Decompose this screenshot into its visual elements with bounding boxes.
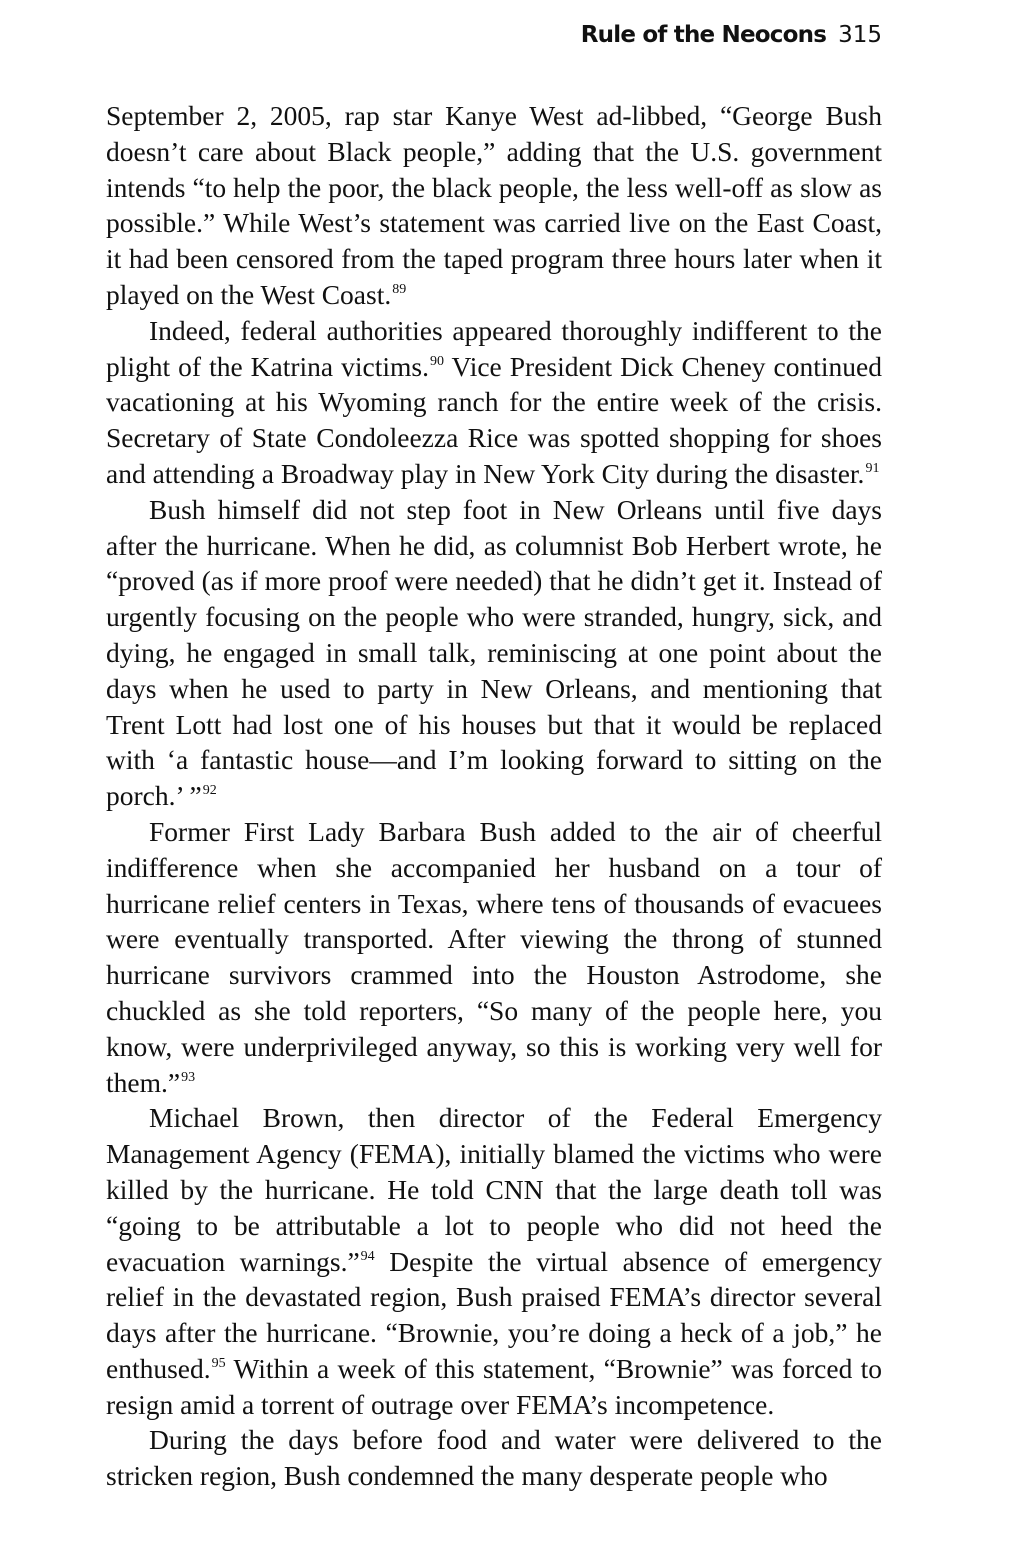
running-head-title: Rule of the Neocons bbox=[580, 22, 827, 48]
footnote-marker: 94 bbox=[360, 1248, 375, 1264]
footnote-marker: 92 bbox=[202, 783, 217, 799]
footnote-marker: 95 bbox=[211, 1355, 226, 1371]
paragraph-text: Former First Lady Barbara Bush added to the air of cheerful indifference when she accompanied her husband on a tour of hurricane relief centers in Texas, where tens of thousands of evacuees were eventually transported. After viewing the throng of stunned hurricane survivors crammed into the Houston Astrodome, she chuckled as she told reporters, “So many of the people here, you know, were underprivileged anyway, so this is working very well for them.” bbox=[106, 815, 882, 1098]
paragraph-text: Bush himself did not step foot in New Orleans until five days after the hurricane. When he did, as columnist Bob Herbert wrote, he “proved (as if more proof were needed) that he didn’t get it. Instead of urgently focusing on the people who were stranded, hungry, sick, and dying, he engaged in small talk, reminiscing at one point about the days when he used to party in New Orleans, and mentioning that Trent Lott had lost one of his houses but that it would be replaced with ‘a fantastic house—and I’m looking forward to sitting on the porch.’ ” bbox=[106, 493, 882, 812]
page-number: 315 bbox=[838, 22, 882, 48]
paragraph bbox=[106, 1100, 882, 1422]
running-head bbox=[106, 22, 882, 56]
paragraph-text: Within a week of this statement, “Brownie” was forced to resign amid a torrent of outrage over FEMA’s incompetence. bbox=[106, 1352, 882, 1420]
paragraph-text: During the days before food and water were delivered to the stricken region, Bush condemned the many desperate people who bbox=[106, 1424, 882, 1492]
paragraph bbox=[106, 313, 882, 492]
paragraph-text: Despite the virtual absence of emergency relief in the devastated region, Bush praised FEMA’s director several days after the hurricane. “Brownie, you’re doing a heck of a job,” he enthused. bbox=[106, 1245, 882, 1384]
footnote-marker: 93 bbox=[181, 1069, 196, 1085]
paragraph bbox=[106, 814, 882, 1100]
paragraph bbox=[106, 98, 882, 313]
paragraph-text: Indeed, federal authorities appeared thoroughly indifferent to the plight of the Katrina victims. bbox=[106, 314, 882, 382]
body-text bbox=[106, 98, 882, 1494]
footnote-marker: 90 bbox=[429, 353, 444, 369]
paragraph-text: Michael Brown, then director of the Federal Emergency Management Agency (FEMA), initially blamed the victims who were killed by the hurricane. He told CNN that the large death toll was “going to be attributable a lot to people who did not heed the evacuation warnings.” bbox=[106, 1102, 882, 1277]
paragraph-text: Vice President Dick Cheney continued vacationing at his Wyoming ranch for the entire week of the crisis. Secretary of State Condoleezza Rice was spotted shopping for shoes and attending a Broadway play in New York City during the disaster. bbox=[106, 350, 882, 489]
paragraph bbox=[106, 1422, 882, 1494]
footnote-marker: 91 bbox=[865, 460, 880, 476]
paragraph-text: September 2, 2005, rap star Kanye West ad-libbed, “George Bush doesn’t care about Black people,” adding that the U.S. government intends “to help the poor, the black people, the less well-off as slow as possible.” While West’s statement was carried live on the East Coast, it had been censored from the taped program three hours later when it played on the West Coast. bbox=[106, 100, 882, 310]
paragraph bbox=[106, 492, 882, 814]
footnote-marker: 89 bbox=[392, 281, 407, 297]
